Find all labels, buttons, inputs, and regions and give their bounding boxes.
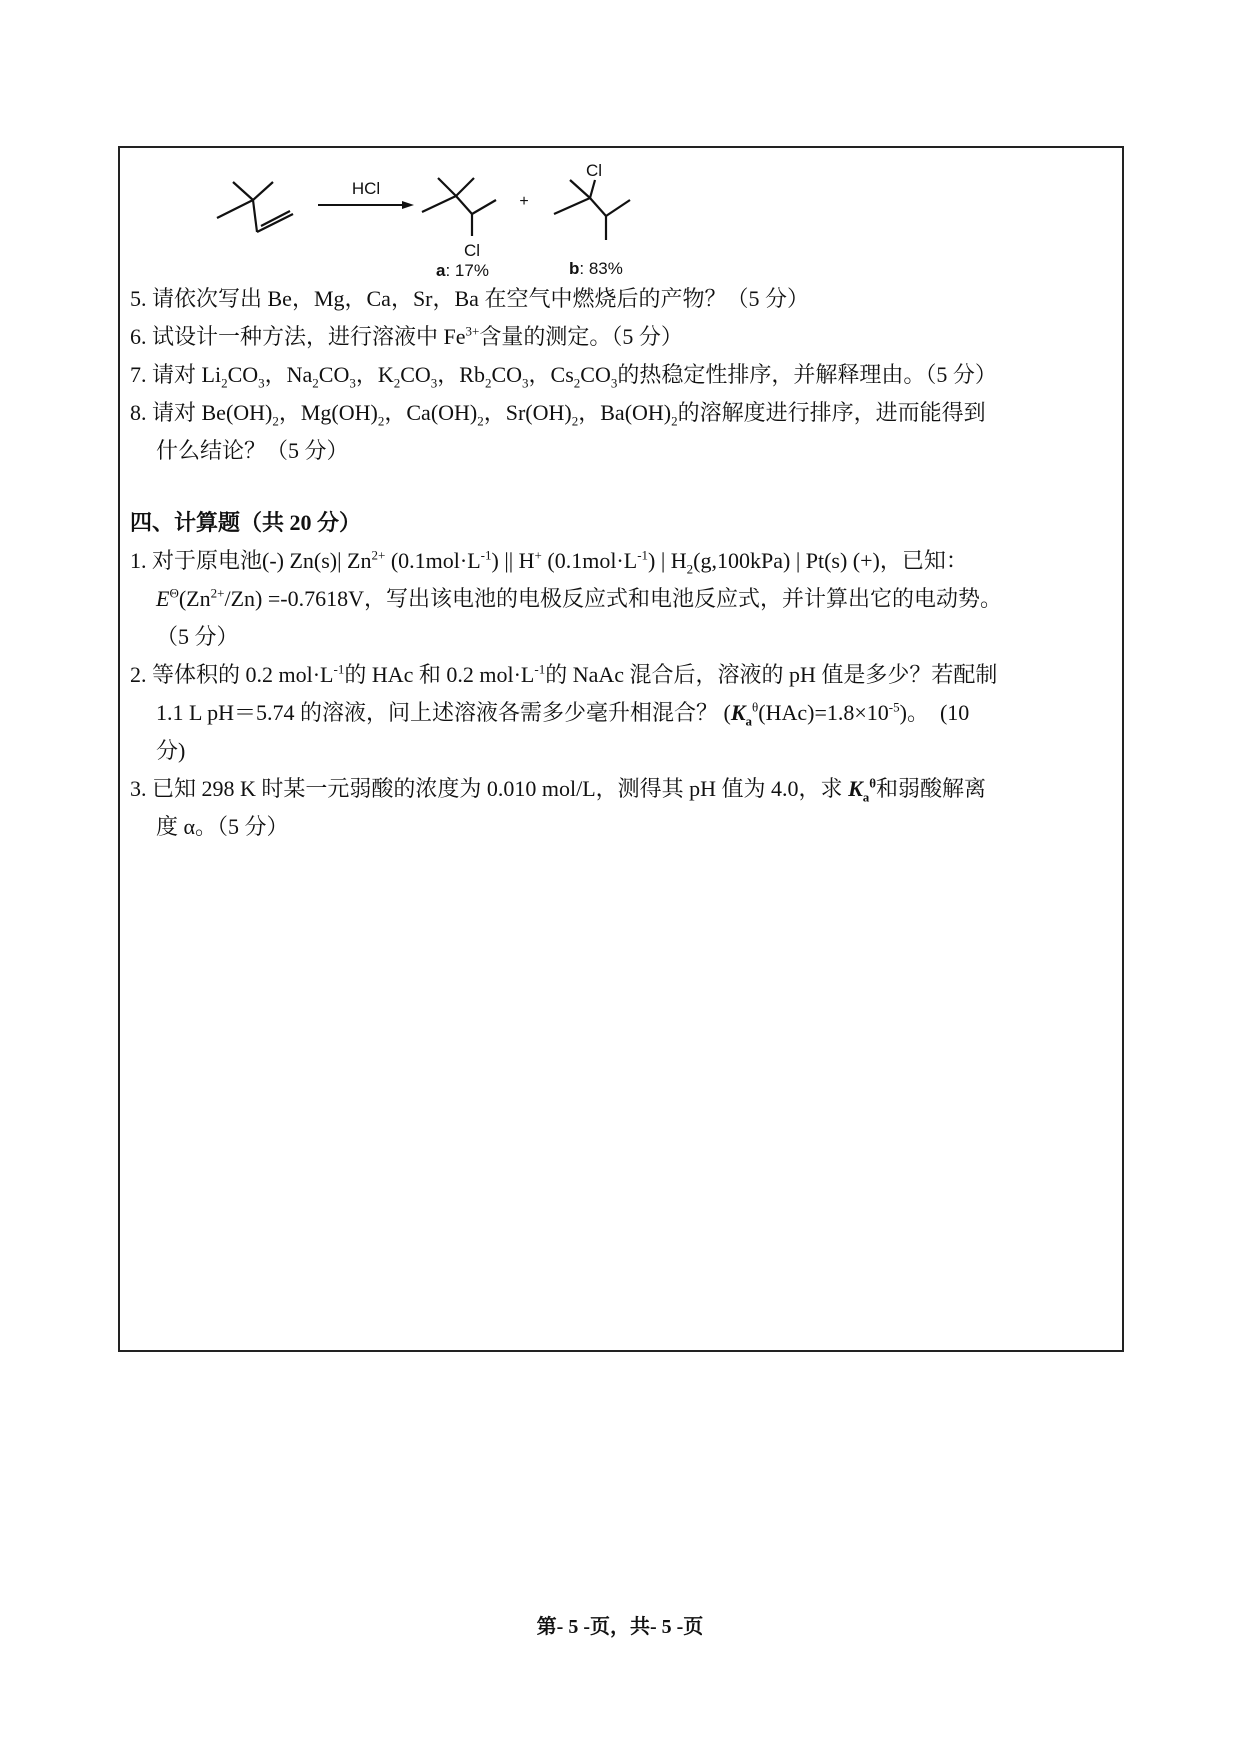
product-a-structure — [422, 178, 496, 236]
question-7: 7. 请对 $Li_2CO_3$，$Na_2CO_3$，$K_2CO_3$，$Rb_2CO_3$，$Cs_2CO_3$的热稳定性排序，并解释理由。（5 分） — [130, 362, 997, 391]
plus-sign: + — [519, 193, 529, 210]
question-6: 6. 试设计一种方法，进行溶液中 $Fe^{3+}$含量的测定。（5 分） — [130, 323, 683, 349]
product-b-yield: b: 83% — [569, 259, 623, 278]
calc-question-3-line-2: 度 α。（5 分） — [156, 814, 289, 839]
calc-question-1-line-3: （5 分） — [156, 624, 239, 649]
question-8-line-2: 什么结论？（5 分） — [156, 438, 349, 463]
calc-question-2-line-2: 1.1 L pH＝5.74 的溶液，问上述溶液各需多少毫升相混合？ $(K_a^\theta(HAc)=1.8\times 10^{-5})$。 (10 — [156, 699, 970, 729]
question-8: 8. 请对 $Be(OH)_2$，$Mg(OH)_2$，$Ca(OH)_2$，$Sr(OH)_2$，$Ba(OH)_2$的溶解度进行排序，进而能得到 — [130, 400, 986, 429]
product-a-yield: a: 17% — [436, 261, 489, 280]
calc-question-3: 3. 已知 298 K 时某一元弱酸的浓度为 0.010 mol/L，测得其 pH 值为 4.0，求 $K_a^\theta$和弱酸解离 — [130, 775, 987, 805]
reactant-structure — [217, 182, 293, 232]
exam-page-frame — [118, 146, 1124, 1352]
product-b-structure — [554, 180, 630, 240]
section-4-title: 四、计算题（共 20 分） — [130, 510, 362, 535]
calc-question-1-line-2: $E^\Theta(Zn^{2+}/Zn) =-0.7618V$，写出该电池的电极反应式和电池反应式，并计算出它的电动势。 — [156, 585, 1002, 611]
calc-question-2-line-3: 分) — [156, 738, 186, 763]
calc-question-2: 2. 等体积的 0.2 $mol\cdot L^{-1}$的 HAc 和 0.2 $mol\cdot L^{-1}$的 NaAc 混合后，溶液的 pH 值是多少？若配制 — [130, 661, 998, 687]
question-5: 5. 请依次写出 Be，Mg，Ca，Sr，Ba 在空气中燃烧后的产物？（5 分） — [130, 286, 809, 311]
product-a-cl: Cl — [463, 241, 481, 260]
reagent-label: HCl — [351, 179, 381, 198]
reaction-arrow — [318, 201, 414, 209]
reaction-scheme — [120, 148, 1126, 288]
calc-question-1: 1. 对于原电池(-) Zn(s)| $Zn^{2+}$ $(0.1mol\cdot L^{-1})$ || H+ $(0.1mol\cdot L^{-1})$ | $H_2(g,100kPa)$ | Pt(s) (+)，已知： — [130, 547, 968, 577]
page-footer: 第- 5 -页，共- 5 -页 — [536, 1616, 704, 1638]
product-b-cl: Cl — [585, 161, 603, 180]
